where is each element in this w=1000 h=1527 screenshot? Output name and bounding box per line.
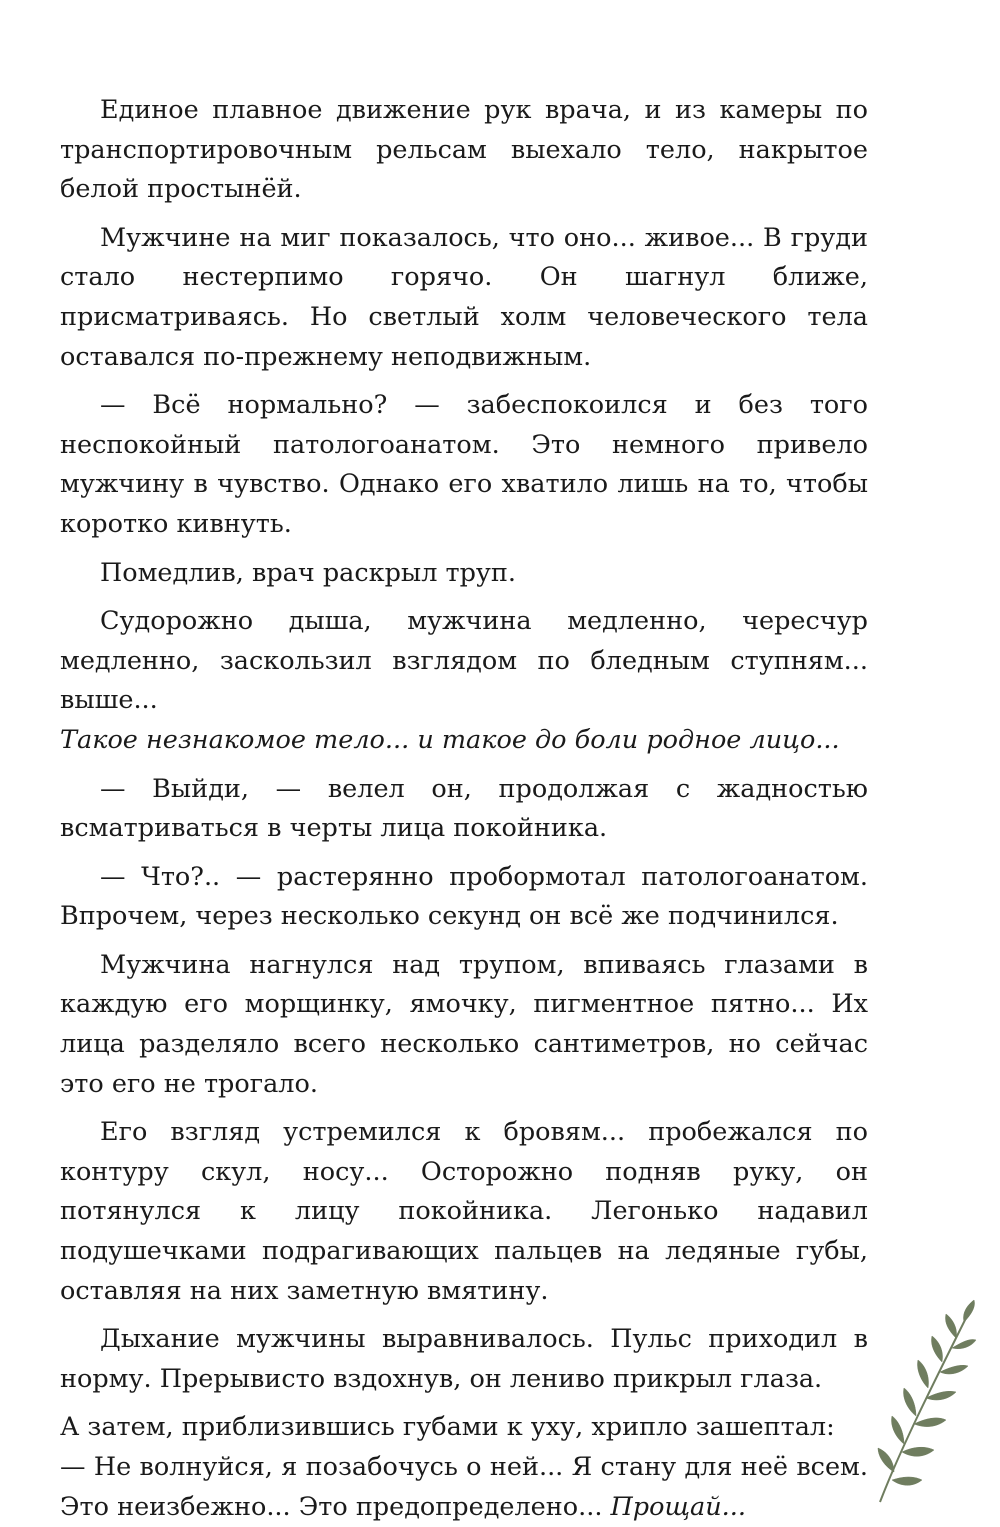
paragraph	[60, 602, 868, 760]
paragraph	[60, 1448, 868, 1527]
paragraph: Мужчина нагнулся над трупом, впиваясь глазами в каждую его морщинку, ямочку, пигментное пятно... Их лица разделяло всего несколько сантиметров, но сейчас это его не трогало.	[60, 949, 868, 1099]
paragraph: — Всё нормально? — забеспокоился и без того неспокойный патологоанатом. Это немного привело мужчину в чувство. Однако его хватило лишь на то, чтобы коротко кивнуть.	[60, 390, 868, 539]
paragraph: Дыхание мужчины выравнивалось. Пульс приходил в норму. Прерывисто вздохнув, он лениво прикрыл глаза.	[60, 1324, 868, 1394]
italic-thought: Такое незнакомое тело... и такое до боли родное лицо...	[60, 724, 840, 755]
paragraph: — Выйди, — велел он, продолжая с жадностью всматриваться в черты лица покойника.	[60, 773, 868, 844]
paragraph: А затем, приблизившись губами к уху, хрипло зашептал:	[60, 1412, 835, 1443]
paragraph-text: — Не волнуйся, я позабочусь о ней... Я стану для неё всем. Это неизбежно... Это предопределено...	[60, 1452, 868, 1522]
paragraph: Помедлив, врач раскрыл труп.	[100, 557, 517, 588]
paragraph-text: Судорожно дыша, мужчина медленно, чересчур медленно, заскользил взглядом по бледным ступням... выше...	[60, 606, 868, 716]
plant-sprig-icon	[860, 1300, 980, 1502]
body-text	[60, 91, 868, 1527]
paragraph: Единое плавное движение рук врача, и из камеры по транспортировочным рельсам выехало тело, накрытое белой простынёй.	[60, 95, 868, 205]
paragraph: Его взгляд устремился к бровям... пробежался по контуру скул, носу... Осторожно подняв руку, он потянулся к лицу покойника. Легонько надавил подушечками подрагивающих пальцев на ледяные губы, оставляя на них заметную вмятину.	[60, 1117, 868, 1306]
italic-farewell: Прощай...	[610, 1491, 746, 1522]
paragraph: Мужчине на миг показалось, что оно... живое... В груди стало нестерпимо горячо. Он шагнул ближе, присматриваясь. Но светлый холм человеческого тела оставался по-прежнему неподвижным.	[60, 222, 868, 372]
paragraph: — Что?.. — растерянно пробормотал патологоанатом. Впрочем, через несколько секунд он всё же подчинился.	[60, 861, 868, 932]
